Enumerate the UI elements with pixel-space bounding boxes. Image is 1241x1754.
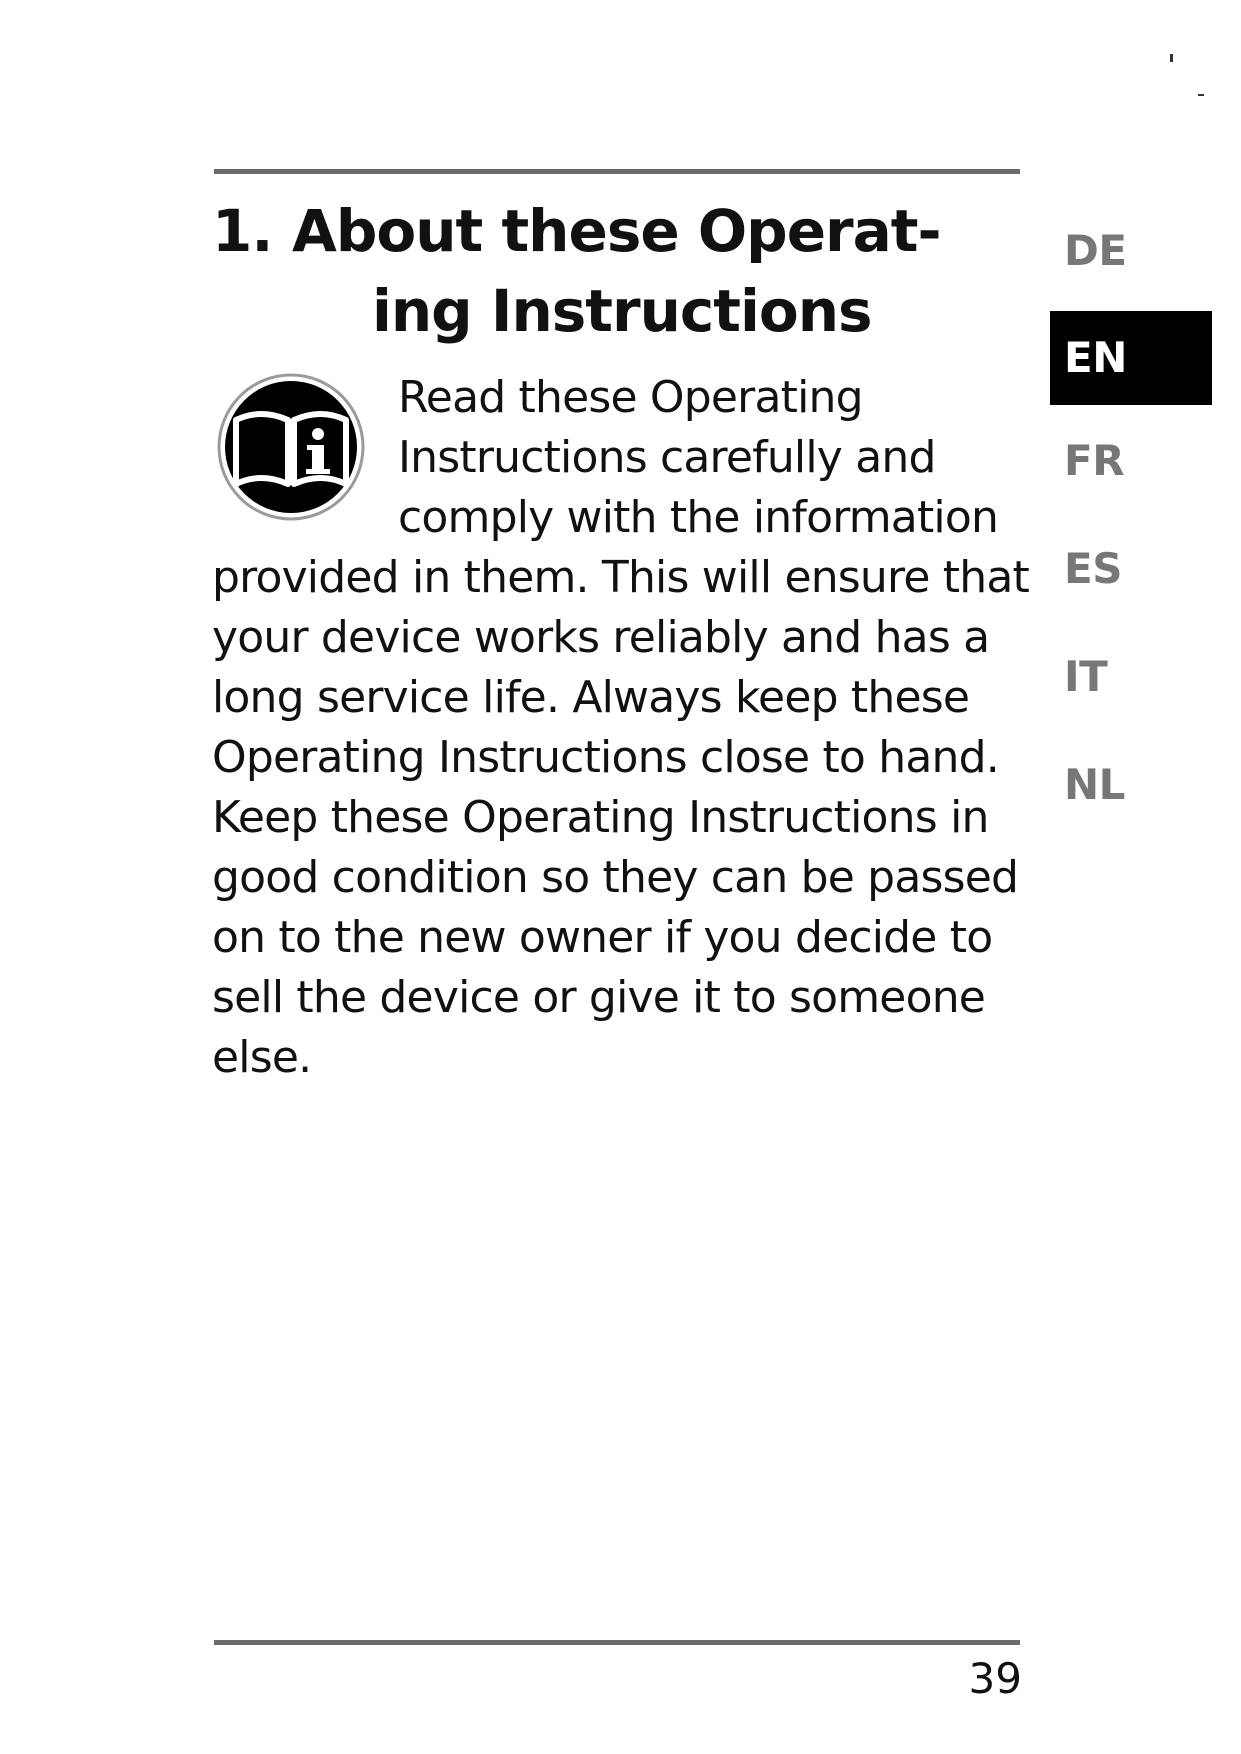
section-number: 1. (212, 197, 273, 265)
lang-tab-fr: FR (1064, 436, 1125, 485)
section-title-line-2: ing Instructions (372, 277, 872, 345)
page-number: 39 (968, 1654, 1022, 1703)
body-line: provided in them. This will ensure that (212, 552, 1029, 603)
body-line: Read these Operating (398, 372, 863, 423)
lang-tab-en-active (1050, 311, 1212, 405)
body-line: Instructions carefully and (398, 432, 936, 483)
body-line: Keep these Operating Instructions in (212, 792, 989, 843)
body-paragraph (212, 368, 1029, 1088)
lang-tab-es: ES (1064, 544, 1122, 593)
top-rule (214, 169, 1020, 174)
body-line: Operating Instructions close to hand. (212, 732, 999, 783)
bottom-rule (214, 1640, 1020, 1645)
body-line: good condition so they can be passed (212, 852, 1019, 903)
body-line: sell the device or give it to someone (212, 972, 986, 1023)
body-line: else. (212, 1032, 312, 1083)
lang-tab-en-label: EN (1064, 333, 1127, 382)
body-line: your device works reliably and has a (212, 612, 990, 663)
scan-mark (1198, 94, 1204, 96)
lang-tab-nl: NL (1064, 760, 1125, 809)
body-line: on to the new owner if you decide to (212, 912, 993, 963)
scan-mark (1170, 54, 1173, 62)
lang-tab-it: IT (1064, 652, 1108, 701)
body-line: comply with the information (398, 492, 999, 543)
body-line: long service life. Always keep these (212, 672, 970, 723)
section-title-line-1: About these Operat- (292, 197, 941, 265)
lang-tab-de: DE (1064, 226, 1127, 275)
